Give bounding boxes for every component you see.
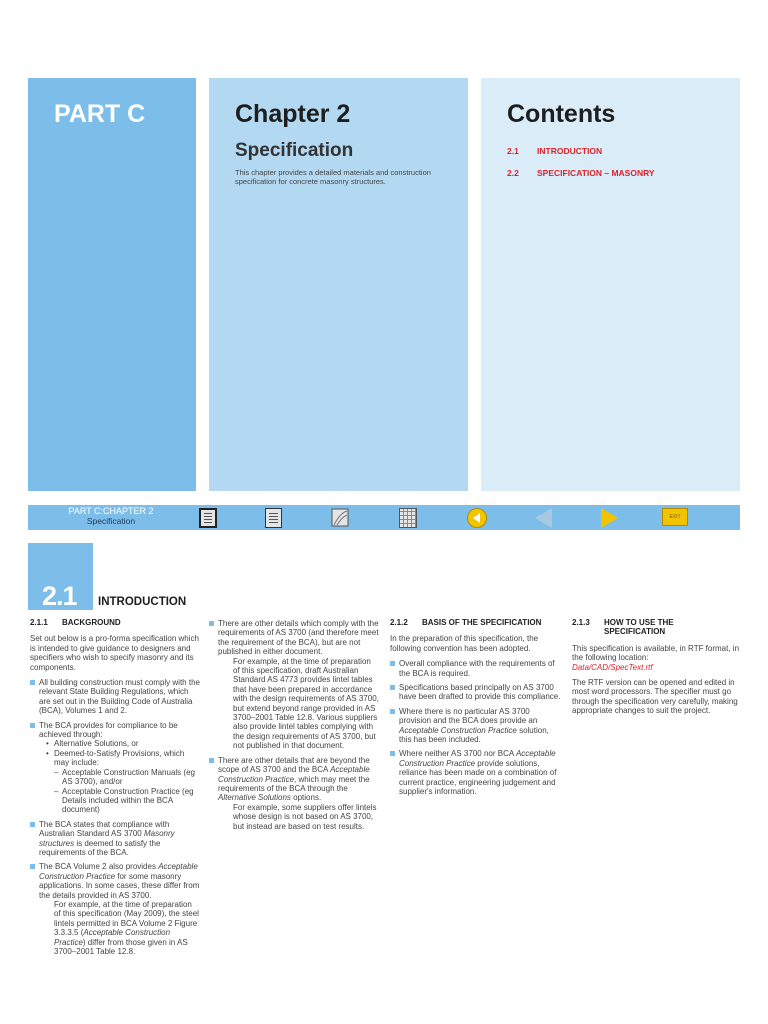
nav-caption-title: Specification [86, 516, 136, 526]
back-circle-icon[interactable] [467, 508, 487, 527]
toc-number: 2.2 [507, 168, 519, 178]
nav-caption [36, 506, 186, 526]
toc-item-introduction[interactable] [507, 146, 655, 156]
subsection-number: 2.1.1 [30, 618, 48, 627]
subsection-heading [572, 618, 742, 637]
bullet-item: The BCA provides for compliance to be achieved through: [30, 721, 200, 740]
toc-number: 2.1 [507, 146, 519, 156]
indented-paragraph: For example, at the time of preparation of this specification (May 2009), the steel lintels permitted in BCA Volume 2 Figure 3.3.3.5 (Acceptable Construction Practice) differ from those given in AS 3700–2001 Table 12.8. [54, 899, 199, 956]
subsection-title: BASIS OF THE SPECIFICATION [422, 618, 542, 627]
chapter-subtitle: Specification [235, 140, 354, 161]
column-how-to-use [572, 618, 742, 722]
bullet-item: Specifications based principally on AS 3700 have been drafted to provide this compliance. [390, 683, 562, 702]
part-panel [28, 78, 196, 491]
file-path-link[interactable]: Data/CAD/SpecText.rtf [572, 662, 653, 672]
part-title: PART C [54, 100, 146, 128]
sub-sub-bullet-item: – Acceptable Construction Manuals (eg AS 3700), and/or [30, 768, 200, 787]
paragraph: The RTF version can be opened and edited in most word processors. The specifier must go through the specification very carefully, making appropriate changes to suit the project. [572, 678, 738, 716]
paragraph: Set out below is a pro-forma specification which is intended to give guidance to designers and specifiers who wish to specify masonry and its components. [30, 634, 199, 672]
subsection-title: HOW TO USE THE SPECIFICATION [604, 618, 674, 637]
toc-item-specification-masonry[interactable] [507, 168, 655, 178]
toc-label: INTRODUCTION [537, 146, 603, 156]
bullet-item: The BCA states that compliance with Australian Standard AS 3700 Masonry structures is deemed to satisfy the requirements of the BCA. [30, 820, 200, 858]
bullet-item: Where neither AS 3700 nor BCA Acceptable Construction Practice provide solutions, reliance has been made on a combination of current practice, engineering judgement and supplier's information. [390, 749, 562, 796]
indented-paragraph: For example, some suppliers offer lintels whose design is not based on AS 3700, but instead are based on test results. [233, 802, 377, 831]
bullet-item: All building construction must comply with the relevant State Building Regulations, which are set out in the Building Code of Australia (BCA), Volumes 1 and 2. [30, 678, 200, 716]
page-curl-icon[interactable] [331, 508, 351, 527]
paragraph: This specification is available, in RTF format, in the following location: [572, 643, 740, 663]
subsection-title: BACKGROUND [62, 618, 121, 627]
bullet-item: Where there is no particular AS 3700 provision and the BCA does provide an Acceptable Construction Practice solution, this has been included. [390, 707, 562, 745]
column-background-continued [209, 619, 379, 836]
sub-bullet-item: • Deemed-to-Satisfy Provisions, which may include: [30, 749, 200, 768]
exit-label: EXIT [662, 508, 688, 526]
contents-title: Contents [507, 100, 616, 128]
toc-label: SPECIFICATION – MASONRY [537, 168, 655, 178]
subsection-heading [390, 618, 562, 627]
contents-panel [481, 78, 740, 491]
column-basis [390, 618, 562, 802]
exit-icon[interactable] [662, 508, 688, 527]
toc-list [507, 146, 655, 190]
bullet-item: There are other details that are beyond the scope of AS 3700 and the BCA Acceptable Construction Practice, which may meet the requirements of the BCA through the Alternative Solutions options. [209, 756, 379, 803]
next-arrow-icon[interactable] [601, 508, 621, 527]
section-number: 2.1 [42, 581, 77, 611]
paragraph: In the preparation of this specification, the following convention has been adopted. [390, 634, 539, 653]
bullet-item: There are other details which comply with the requirements of AS 3700 (and therefore meet the requirement of the BCA), but are not published in either document. [209, 619, 379, 657]
sub-sub-bullet-item: – Acceptable Construction Practice (eg Details included within the BCA document) [30, 787, 200, 815]
page-icon[interactable] [265, 508, 285, 527]
indented-paragraph: For example, at the time of preparation of this specification, draft Australian Standard AS 4773 provides lintel tables that have been prepared in accordance with the design requirements of AS 3700, but extend beyond range provided in AS 3700–2001 Table 12.8. Various suppliers also provide lintel tables complying with the design requirements of AS 3700, but not published in that document. [233, 656, 379, 751]
sub-bullet-item: • Alternative Solutions, or [30, 739, 200, 748]
previous-arrow-icon[interactable] [535, 508, 555, 527]
section-number-badge [28, 543, 93, 610]
grid-icon[interactable] [399, 508, 419, 527]
bullet-item: Overall compliance with the requirements of the BCA is required. [390, 659, 562, 678]
navigation-bar [28, 505, 740, 530]
chapter-description: This chapter provides a detailed materials and construction specification for concrete masonry structures. [235, 168, 431, 186]
subsection-heading [30, 618, 200, 627]
chapter-title: Chapter 2 [235, 100, 351, 128]
bullet-item: The BCA Volume 2 also provides Acceptable Construction Practice for some masonry applications. In some cases, these differ from the details provided in AS 3700. [30, 862, 200, 900]
section-title: INTRODUCTION [98, 596, 187, 608]
subsection-number: 2.1.2 [390, 618, 408, 627]
nav-caption-chapter: PART C:CHAPTER 2 [68, 506, 154, 516]
document-icon[interactable] [199, 508, 219, 527]
subsection-number: 2.1.3 [572, 618, 590, 627]
chapter-panel [209, 78, 468, 491]
column-background [30, 618, 200, 961]
